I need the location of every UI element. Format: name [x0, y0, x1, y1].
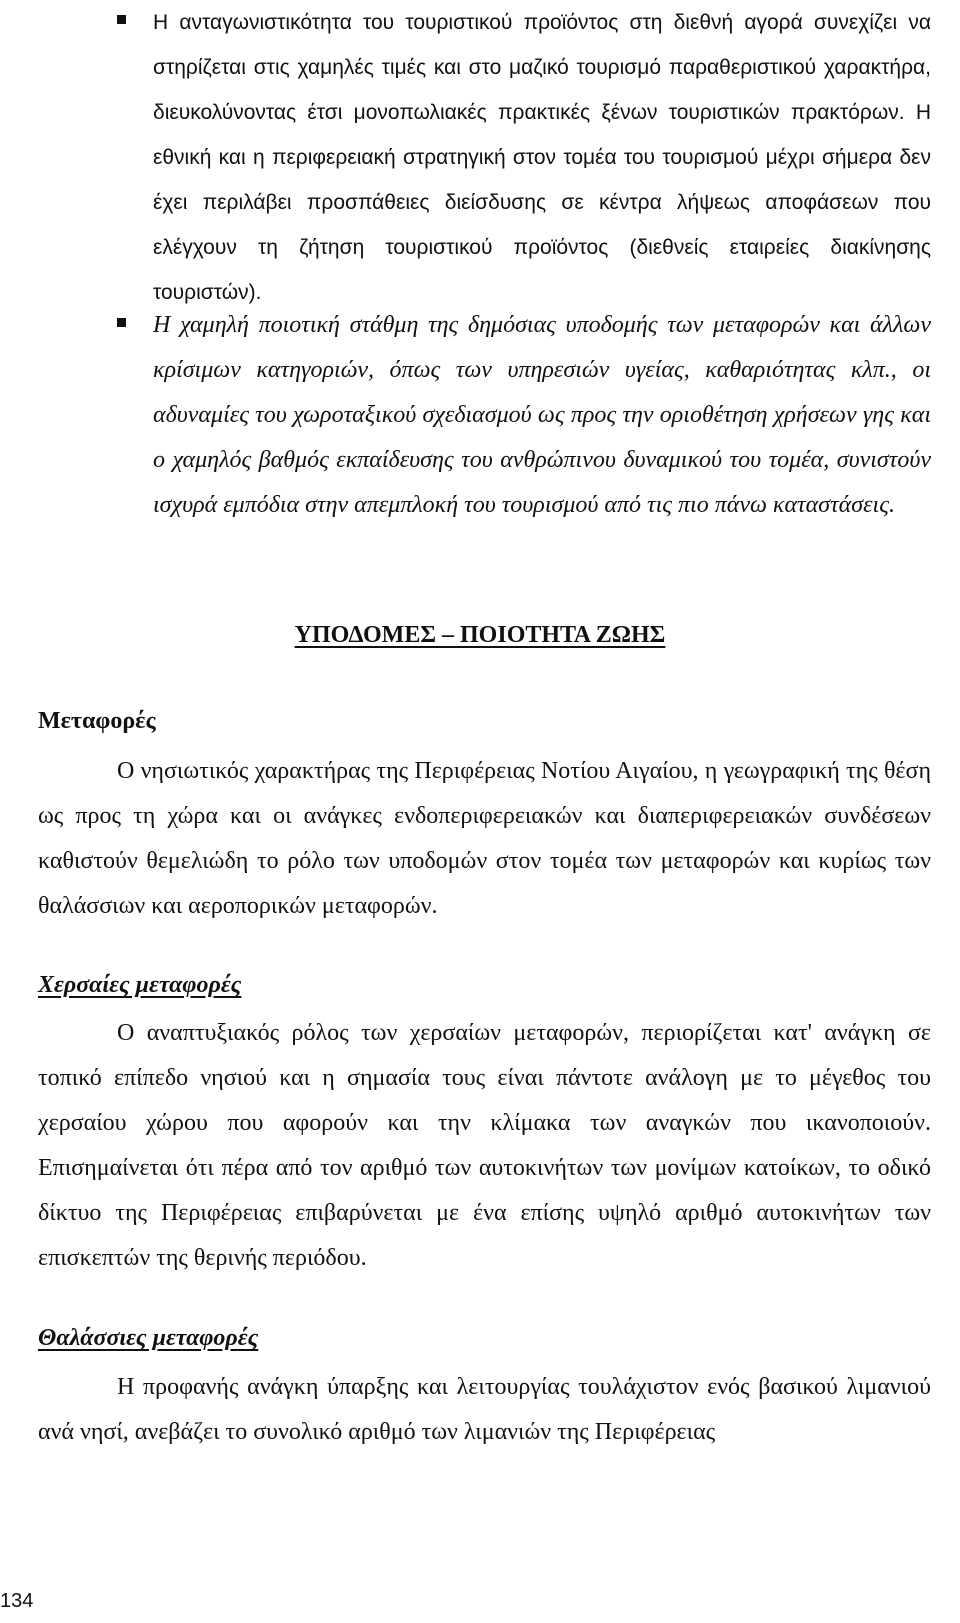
paragraph-land-transport: Ο αναπτυξιακός ρόλος των χερσαίων μεταφορών, περιορίζεται κατ' ανάγκη σε τοπικό επίπεδο νησιού και η σημασία τους είναι πάντοτε ανάλογη με το μέγεθος του χερσαίου χώρου που αφορούν και την κλίμακα των αναγκών που ικανοποιούν. Επισημαίνεται ότι πέρα από τον αριθμό των αυτοκινήτων των μονίμων κατοίκων, το οδικό δίκτυο της Περιφέρειας επιβαρύνεται με ένα επίσης υψηλό αριθμό αυτοκινήτων των επισκεπτών της θερινής περιόδου. — [38, 1020, 931, 1271]
bullet-text: Η ανταγωνιστικότητα του τουριστικού προϊόντος στη διεθνή αγορά συνεχίζει να στηρίζεται στις χαμηλές τιμές και στο μαζικό τουρισμό παραθεριστικού χαρακτήρα, διευκολύνοντας έτσι μονοπωλιακές πρακτικές ξένων τουριστικών πρακτόρων. Η εθνική και η περιφερειακή στρατηγική στον τομέα του τουρισμού μέχρι σήμερα δεν έχει περιλάβει προσπάθειες διείσδυσης σε κέντρα λήψεως αποφάσεων που ελέγχουν τη ζήτηση τουριστικού προϊόντος (διεθνείς εταιρείες διακίνησης τουριστών). — [153, 11, 931, 304]
paragraph-transport: Ο νησιωτικός χαρακτήρας της Περιφέρειας Νοτίου Αιγαίου, η γεωγραφική της θέση ως προς τη χώρα και οι ανάγκες ενδοπεριφερειακών και διαπεριφερειακών συνδέσεων καθιστούν θεμελιώδη το ρόλο των υποδομών στον τομέα των μεταφορών και κυρίως των θαλάσσιων και αεροπορικών μεταφορών. — [38, 758, 931, 919]
bullet-item-competitiveness — [153, 0, 931, 315]
square-bullet-icon — [117, 15, 126, 24]
heading-sea-transport: Θαλάσσιες μεταφορές — [38, 1325, 259, 1351]
section-title: ΥΠΟΔΟΜΕΣ – ΠΟΙΟΤΗΤΑ ΖΩΗΣ — [294, 622, 666, 648]
heading-transport: Μεταφορές — [38, 708, 156, 734]
bullet-text: Η χαμηλή ποιοτική στάθμη της δημόσιας υποδομής των μεταφορών και άλλων κρίσιμων κατηγοριών, όπως των υπηρεσιών υγείας, καθαριότητας κλπ., οι αδυναμίες του χωροταξικού σχεδιασμού ως προς την οριοθέτηση χρήσεων γης και ο χαμηλός βαθμός εκπαίδευσης του ανθρώπινου δυναμικού του τομέα, συνιστούν ισχυρά εμπόδια στην απεμπλοκή του τουρισμού από τις πιο πάνω καταστάσεις. — [153, 312, 931, 518]
bullet-item-infrastructure — [153, 303, 931, 528]
paragraph-sea-transport: Η προφανής ανάγκη ύπαρξης και λειτουργίας τουλάχιστον ενός βασικού λιμανιού ανά νησί, ανεβάζει το συνολικό αριθμό των λιμανιών της Περιφέρειας — [38, 1374, 931, 1445]
square-bullet-icon — [117, 318, 126, 327]
page-number: 134 — [0, 1590, 34, 1612]
heading-land-transport: Χερσαίες μεταφορές — [38, 972, 242, 998]
